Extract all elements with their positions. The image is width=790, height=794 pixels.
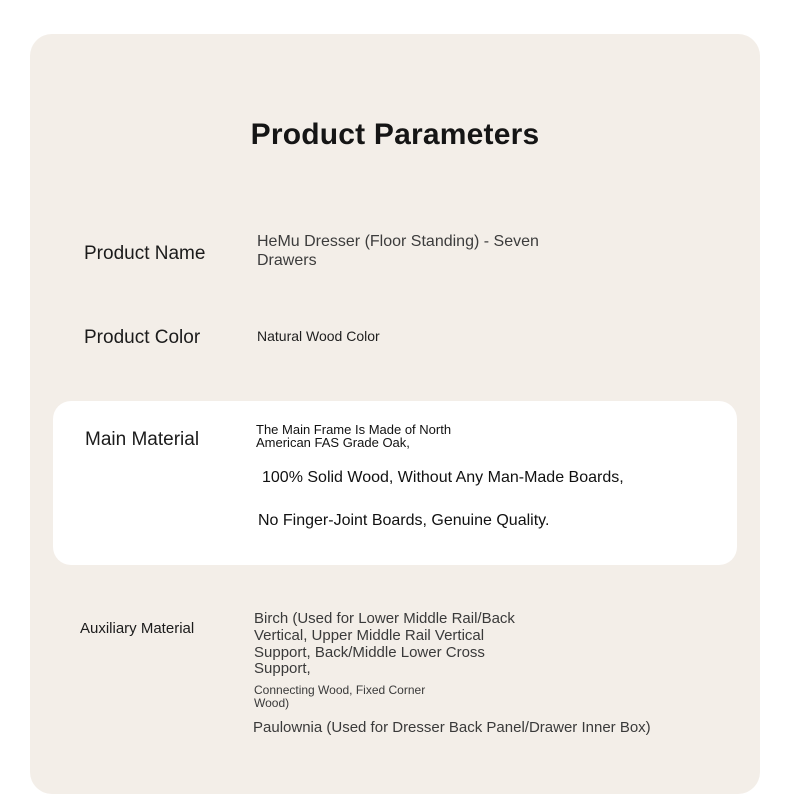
main-material-line3: 100% Solid Wood, Without Any Man-Made Boards, bbox=[262, 469, 624, 486]
auxiliary-material-label: Auxiliary Material bbox=[80, 620, 195, 637]
main-material-line2: American FAS Grade Oak, bbox=[256, 435, 410, 450]
product-color-value: Natural Wood Color bbox=[257, 328, 380, 344]
auxiliary-connecting-line2: Wood) bbox=[254, 696, 290, 711]
auxiliary-birch bbox=[254, 611, 515, 678]
product-color-label: Product Color bbox=[84, 327, 201, 348]
main-material-label: Main Material bbox=[85, 429, 200, 450]
main-material-line4: No Finger-Joint Boards, Genuine Quality. bbox=[258, 512, 550, 529]
main-material-frame bbox=[256, 423, 451, 449]
auxiliary-birch-line2: Vertical, Upper Middle Rail Vertical bbox=[254, 626, 485, 644]
product-name-value-line2: Drawers bbox=[257, 251, 317, 269]
auxiliary-paulownia: Paulownia (Used for Dresser Back Panel/Drawer Inner Box) bbox=[253, 719, 651, 736]
auxiliary-birch-line3: Support, Back/Middle Lower Cross bbox=[254, 643, 485, 661]
product-name-value bbox=[257, 233, 539, 271]
product-name-value-line1: HeMu Dresser (Floor Standing) - Seven bbox=[257, 233, 539, 250]
auxiliary-connecting bbox=[254, 684, 425, 710]
page-title: Product Parameters bbox=[250, 118, 540, 151]
auxiliary-connecting-line1: Connecting Wood, Fixed Corner bbox=[254, 683, 426, 697]
auxiliary-birch-line4: Support, bbox=[254, 660, 311, 678]
main-material-line1: The Main Frame Is Made of North bbox=[256, 422, 452, 437]
product-name-label: Product Name bbox=[84, 243, 206, 264]
auxiliary-birch-line1: Birch (Used for Lower Middle Rail/Back bbox=[254, 610, 515, 627]
